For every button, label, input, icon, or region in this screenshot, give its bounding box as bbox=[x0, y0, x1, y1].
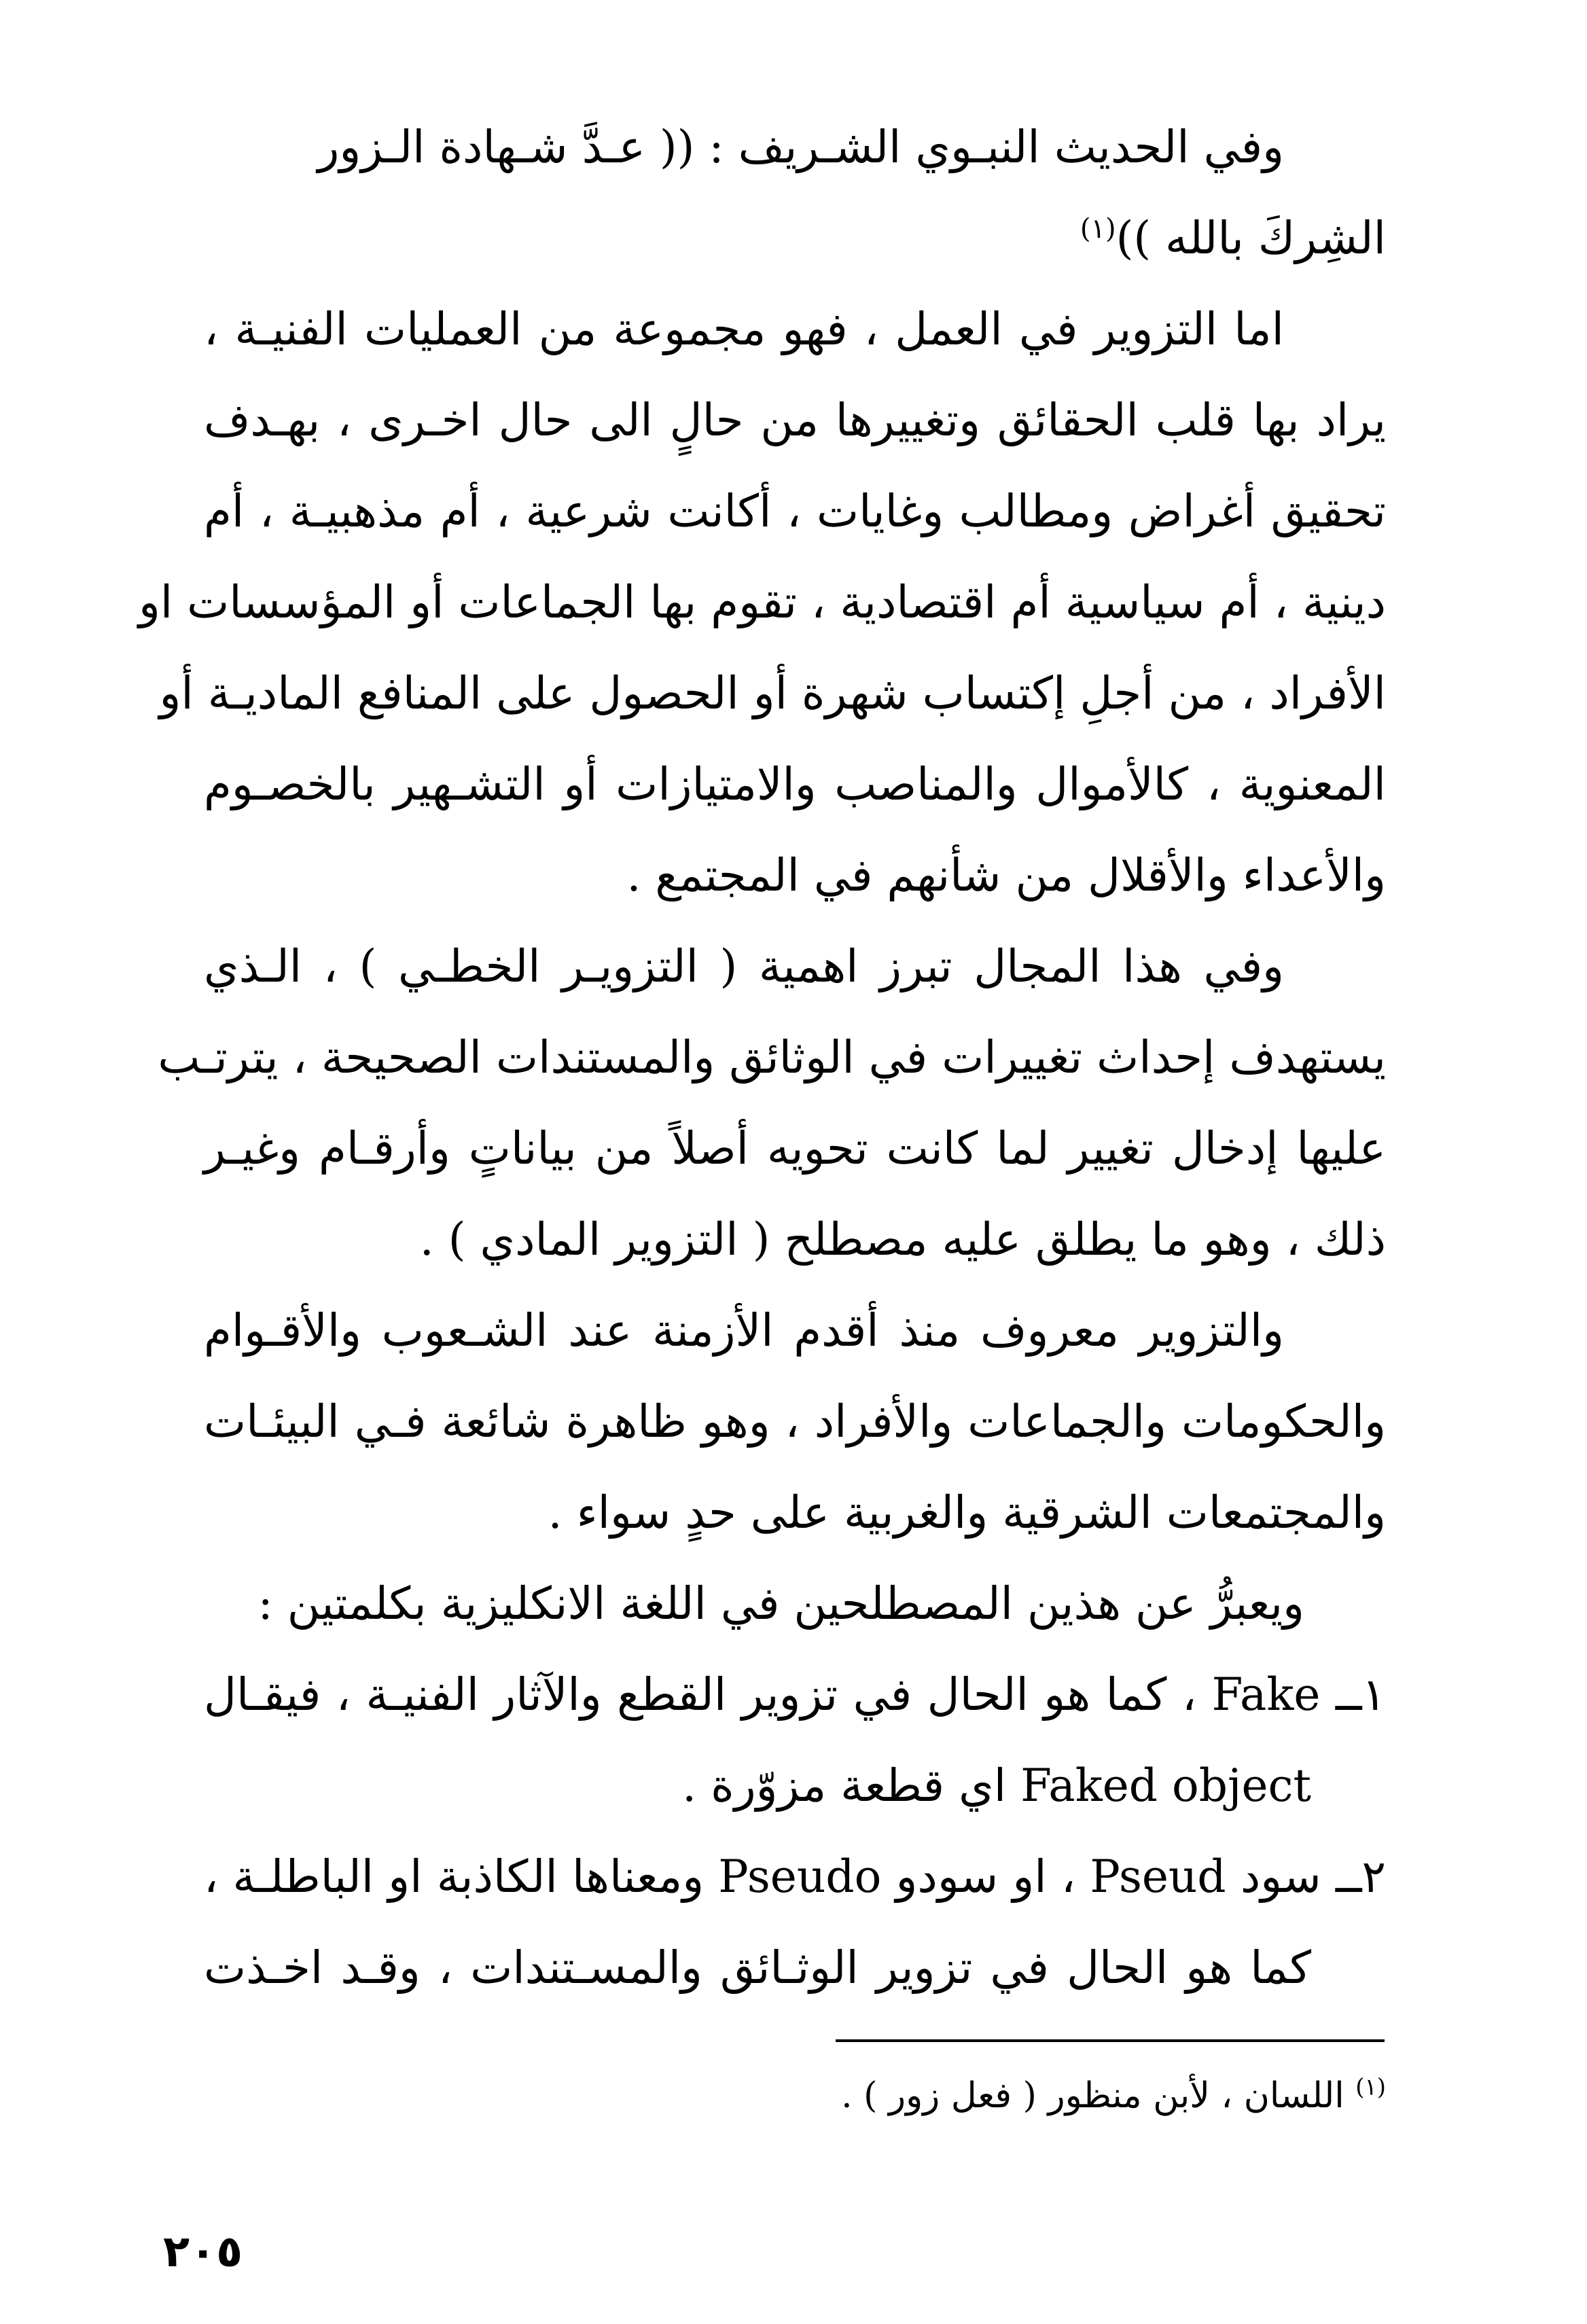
line-text: والأعداء والأقلال من شأنهم في المجتمع . bbox=[626, 849, 1386, 901]
line-text: يراد بها قلب الحقائق وتغييرها من حالٍ الى حال اخـرى ، بهـدف bbox=[204, 394, 1386, 446]
text-line bbox=[204, 193, 1386, 284]
text-line bbox=[204, 1103, 1386, 1194]
footnote-separator bbox=[836, 2039, 1385, 2042]
list-item-line bbox=[204, 1649, 1386, 1740]
list-item-line bbox=[204, 1740, 1386, 1831]
text-line bbox=[204, 921, 1386, 1012]
text-line bbox=[204, 102, 1386, 193]
line-text: ذلك ، وهو ما يطلق عليه مصطلح ( التزوير المادي ) . bbox=[419, 1213, 1386, 1266]
text-line bbox=[204, 830, 1386, 921]
text-line bbox=[204, 739, 1386, 830]
text-line bbox=[158, 1012, 1386, 1103]
line-text: دينية ، أم سياسية أم اقتصادية ، تقوم بها الجماعات أو المؤسسات او bbox=[138, 576, 1386, 628]
line-text: يستهدف إحداث تغييرات في الوثائق والمستندات الصحيحة ، يترتـب bbox=[158, 1031, 1386, 1084]
text-line bbox=[204, 1558, 1386, 1649]
line-text: وفي هذا المجال تبرز اهمية ( التزويـر الخطـي ) ، الـذي bbox=[204, 940, 1284, 993]
footnote-reference: (١) bbox=[1080, 213, 1116, 245]
text-line bbox=[204, 1285, 1386, 1376]
line-text: اما التزوير في العمل ، فهو مجموعة من العمليات الفنيـة ، bbox=[204, 303, 1284, 355]
line-text: Faked object اي قطعة مزوّرة . bbox=[682, 1759, 1311, 1812]
footnote-text: اللسان ، لأبن منظور ( فعل زور ) . bbox=[841, 2075, 1344, 2116]
text-line bbox=[204, 1194, 1386, 1285]
page-number: ٢٠٥ bbox=[163, 2227, 243, 2277]
text-line bbox=[159, 648, 1386, 739]
text-line bbox=[138, 557, 1386, 648]
footnote-mark: (١) bbox=[1355, 2073, 1386, 2101]
line-text: والمجتمعات الشرقية والغربية على حدٍ سواء . bbox=[548, 1486, 1386, 1539]
line-text: ١ــ Fake ، كما هو الحال في تزوير القطع والآثار الفنيـة ، فيقـال bbox=[204, 1668, 1386, 1721]
line-text: والتزوير معروف منذ أقدم الأزمنة عند الشـعوب والأقـوام bbox=[204, 1304, 1284, 1357]
list-item-line bbox=[204, 1923, 1386, 2014]
footnote bbox=[204, 2065, 1386, 2126]
line-text: عليها إدخال تغيير لما كانت تحويه أصلاً من بياناتٍ وأرقـام وغيـر bbox=[204, 1122, 1386, 1175]
line-text: تحقيق أغراض ومطالب وغايات ، أكانت شرعية ، أم مذهبيـة ، أم bbox=[204, 485, 1386, 537]
line-text: ٢ــ سود Pseud ، او سودو Pseudo ومعناها الكاذبة او الباطلـة ، bbox=[204, 1851, 1386, 1903]
text-line bbox=[204, 466, 1386, 557]
list-item-line bbox=[204, 1831, 1386, 1923]
line-text: وفي الحديث النبـوي الشـريف : (( عـدَّ شـهادة الـزور bbox=[317, 121, 1284, 173]
text-line bbox=[204, 375, 1386, 466]
text-line bbox=[204, 1376, 1386, 1467]
text-line bbox=[204, 284, 1386, 375]
text-line bbox=[204, 1467, 1386, 1558]
line-text: ويعبرُّ عن هذين المصطلحين في اللغة الانكليزية بكلمتين : bbox=[257, 1577, 1304, 1630]
line-text: الشِركَ بالله )) bbox=[1116, 212, 1386, 264]
line-text: الأفراد ، من أجلِ إكتساب شهرة أو الحصول على المنافع الماديـة أو bbox=[159, 667, 1386, 719]
body-text bbox=[138, 102, 1386, 2014]
line-text: كما هو الحال في تزوير الوثـائق والمسـتندات ، وقـد اخـذت bbox=[204, 1942, 1311, 1994]
line-text: والحكومات والجماعات والأفراد ، وهو ظاهرة شائعة فـي البيئـات bbox=[204, 1395, 1386, 1448]
line-text: المعنوية ، كالأموال والمناصب والامتيازات أو التشـهير بالخصـوم bbox=[204, 758, 1386, 810]
